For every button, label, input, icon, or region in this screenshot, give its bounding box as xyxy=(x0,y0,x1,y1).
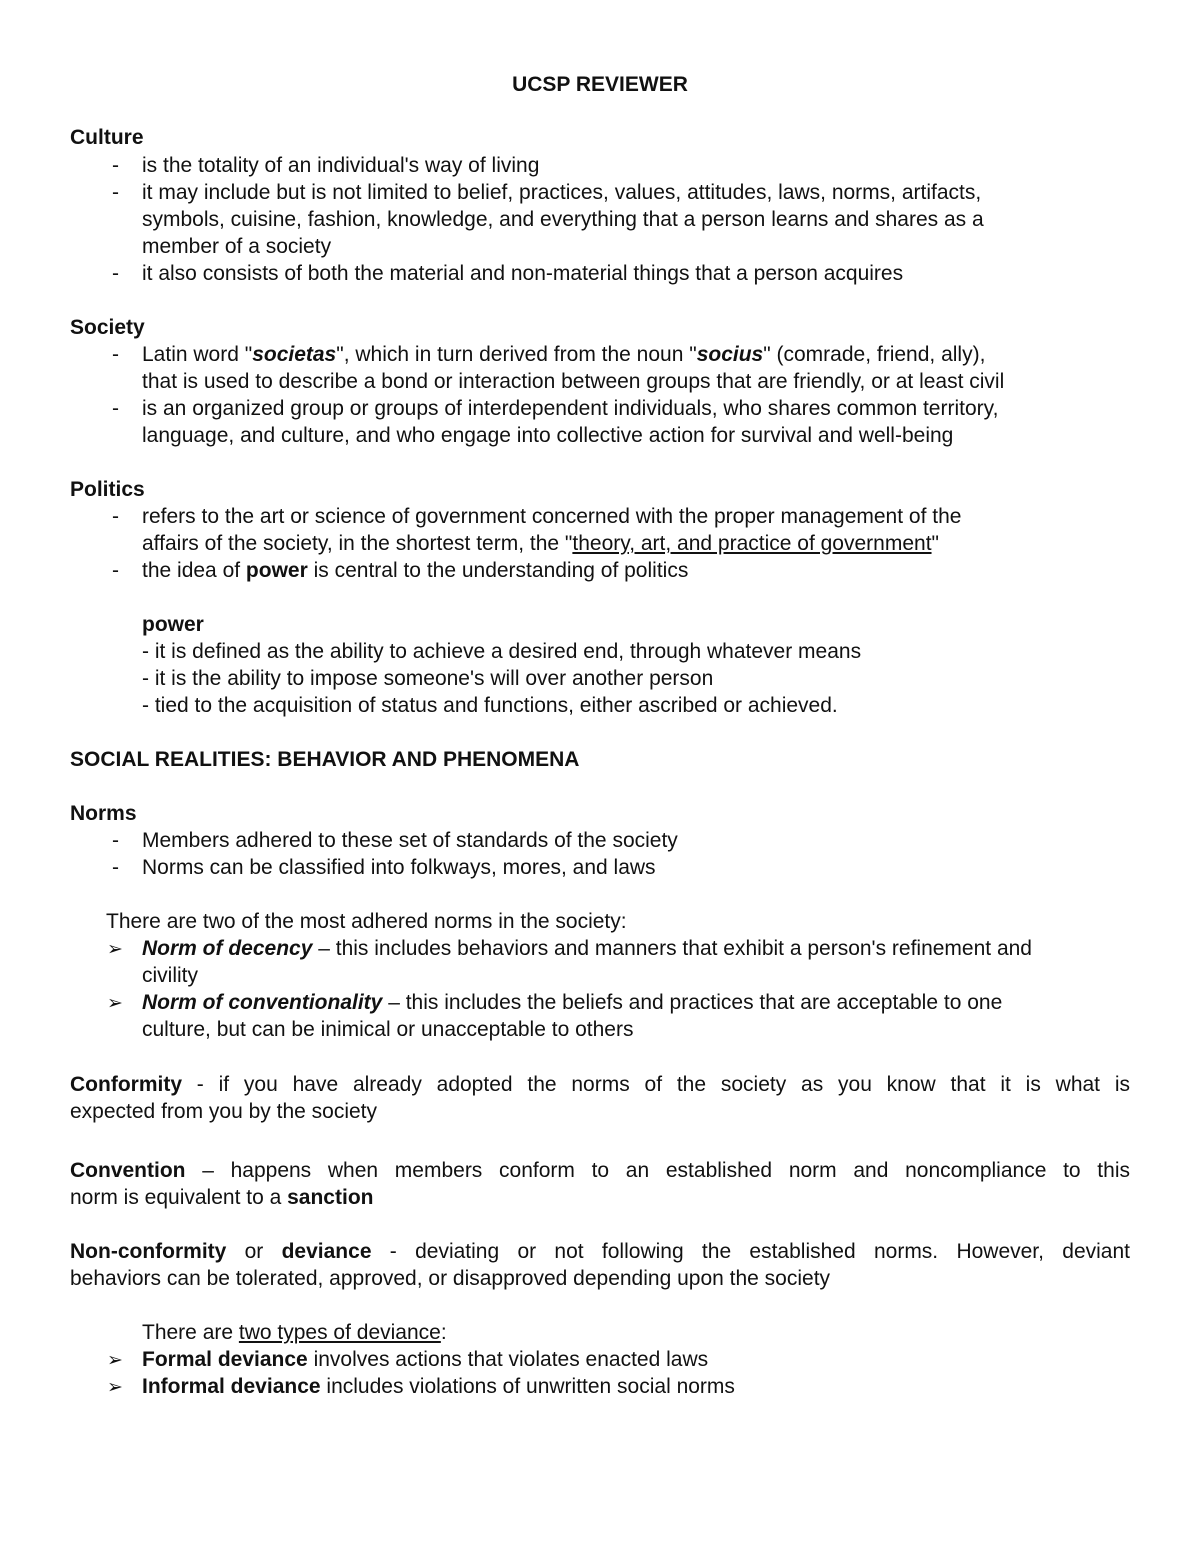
text-run: " xyxy=(931,532,939,555)
convention-line-1 xyxy=(70,1157,1130,1184)
bullet-dash: - xyxy=(112,154,119,177)
power-subheading: power xyxy=(142,613,204,636)
norm-conventionality-line-2: culture, but can be inimical or unacceptable to others xyxy=(142,1018,634,1041)
underlined-phrase: two types of deviance xyxy=(238,1321,441,1344)
term-convention: Convention xyxy=(70,1159,186,1182)
term-conformity: Conformity xyxy=(70,1073,182,1096)
bullet-dash: - xyxy=(112,559,119,582)
bullet-dash: - xyxy=(112,856,119,879)
term-societas: societas xyxy=(252,343,337,366)
deviance-types-intro xyxy=(142,1319,447,1346)
arrow-bullet-icon: ➢ xyxy=(107,1377,123,1398)
bullet-dash: - xyxy=(112,181,119,204)
informal-deviance-item xyxy=(142,1373,735,1400)
power-point-1: - it is defined as the ability to achieve a desired end, through whatever means xyxy=(142,640,862,663)
politics-bullet-1-line-2 xyxy=(142,530,939,557)
underlined-phrase: theory, art, and practice of government xyxy=(572,532,932,555)
text-run: ", which in turn derived from the noun " xyxy=(336,343,697,366)
bullet-dash: - xyxy=(112,262,119,285)
text-run: or xyxy=(226,1240,282,1263)
term-power: power xyxy=(245,559,308,582)
politics-heading: Politics xyxy=(70,478,145,501)
arrow-bullet-icon: ➢ xyxy=(107,1350,123,1371)
norms-bullet-2: Norms can be classified into folkways, mores, and laws xyxy=(142,856,656,879)
society-bullet-1-line-2: that is used to describe a bond or interaction between groups that are friendly, or at least civil xyxy=(142,370,1005,393)
term-deviance: deviance xyxy=(281,1240,372,1263)
document-title: UCSP REVIEWER xyxy=(512,73,688,96)
society-bullet-2-line-1: is an organized group or groups of interdependent individuals, who shares common territory, xyxy=(142,397,999,420)
culture-bullet-2-line-1: it may include but is not limited to belief, practices, values, attitudes, laws, norms, artifacts, xyxy=(142,181,982,204)
bullet-dash: - xyxy=(112,343,119,366)
text-run: There are xyxy=(142,1321,239,1344)
norm-decency-line-2: civility xyxy=(142,964,198,987)
term-informal-deviance: Informal deviance xyxy=(142,1375,321,1398)
term-formal-deviance: Formal deviance xyxy=(142,1348,308,1371)
text-run: affairs of the society, in the shortest term, the " xyxy=(142,532,573,555)
formal-deviance-item xyxy=(142,1346,708,1373)
text-run: – happens when members conform to an established norm and noncompliance to this xyxy=(185,1159,1130,1182)
term-norm-of-decency: Norm of decency xyxy=(142,937,313,960)
term-norm-of-conventionality: Norm of conventionality xyxy=(142,991,383,1014)
norms-intro: There are two of the most adhered norms in the society: xyxy=(106,910,627,933)
norm-conventionality-line-1 xyxy=(142,989,1002,1016)
culture-bullet-3: it also consists of both the material and non-material things that a person acquires xyxy=(142,262,904,285)
conformity-line-1 xyxy=(70,1071,1130,1098)
norm-decency-line-1 xyxy=(142,935,1032,962)
politics-bullet-1-line-1: refers to the art or science of government concerned with the proper management of the xyxy=(142,505,962,528)
text-run: norm is equivalent to a xyxy=(70,1186,288,1209)
arrow-bullet-icon: ➢ xyxy=(107,993,123,1014)
culture-bullet-1: is the totality of an individual's way of living xyxy=(142,154,540,177)
convention-line-2 xyxy=(70,1184,373,1211)
culture-heading: Culture xyxy=(70,126,144,149)
culture-bullet-2-line-2: symbols, cuisine, fashion, knowledge, and everything that a person learns and shares as a xyxy=(142,208,984,231)
text-run: - deviating or not following the established norms. However, deviant xyxy=(371,1240,1130,1263)
norms-bullet-1: Members adhered to these set of standards of the society xyxy=(142,829,678,852)
power-point-3: - tied to the acquisition of status and functions, either ascribed or achieved. xyxy=(142,694,838,717)
text-run: : xyxy=(440,1321,447,1344)
arrow-bullet-icon: ➢ xyxy=(107,939,123,960)
term-non-conformity: Non-conformity xyxy=(70,1240,227,1263)
text-run: " (comrade, friend, ally), xyxy=(763,343,986,366)
term-socius: socius xyxy=(696,343,764,366)
text-run: includes violations of unwritten social norms xyxy=(320,1375,735,1398)
society-bullet-2-line-2: language, and culture, and who engage into collective action for survival and well-being xyxy=(142,424,954,447)
nonconformity-line-2: behaviors can be tolerated, approved, or disapproved depending upon the society xyxy=(70,1267,831,1290)
norms-heading: Norms xyxy=(70,802,137,825)
text-run: – this includes the beliefs and practices that are acceptable to one xyxy=(382,991,1003,1014)
nonconformity-line-1 xyxy=(70,1238,1130,1265)
power-point-2: - it is the ability to impose someone's will over another person xyxy=(142,667,714,690)
text-run: involves actions that violates enacted laws xyxy=(307,1348,709,1371)
bullet-dash: - xyxy=(112,397,119,420)
text-run: is central to the understanding of politics xyxy=(307,559,689,582)
term-sanction: sanction xyxy=(287,1186,374,1209)
text-run: – this includes behaviors and manners that exhibit a person's refinement and xyxy=(312,937,1032,960)
politics-bullet-2 xyxy=(142,557,688,584)
text-run: the idea of xyxy=(142,559,246,582)
conformity-line-2: expected from you by the society xyxy=(70,1100,377,1123)
bullet-dash: - xyxy=(112,829,119,852)
text-run: - if you have already adopted the norms of the society as you know that it is what is xyxy=(182,1073,1130,1096)
social-realities-heading: SOCIAL REALITIES: BEHAVIOR AND PHENOMENA xyxy=(70,748,580,771)
bullet-dash: - xyxy=(112,505,119,528)
text-run: Latin word " xyxy=(142,343,253,366)
culture-bullet-2-line-3: member of a society xyxy=(142,235,332,258)
society-bullet-1-line-1 xyxy=(142,341,985,368)
society-heading: Society xyxy=(70,316,145,339)
